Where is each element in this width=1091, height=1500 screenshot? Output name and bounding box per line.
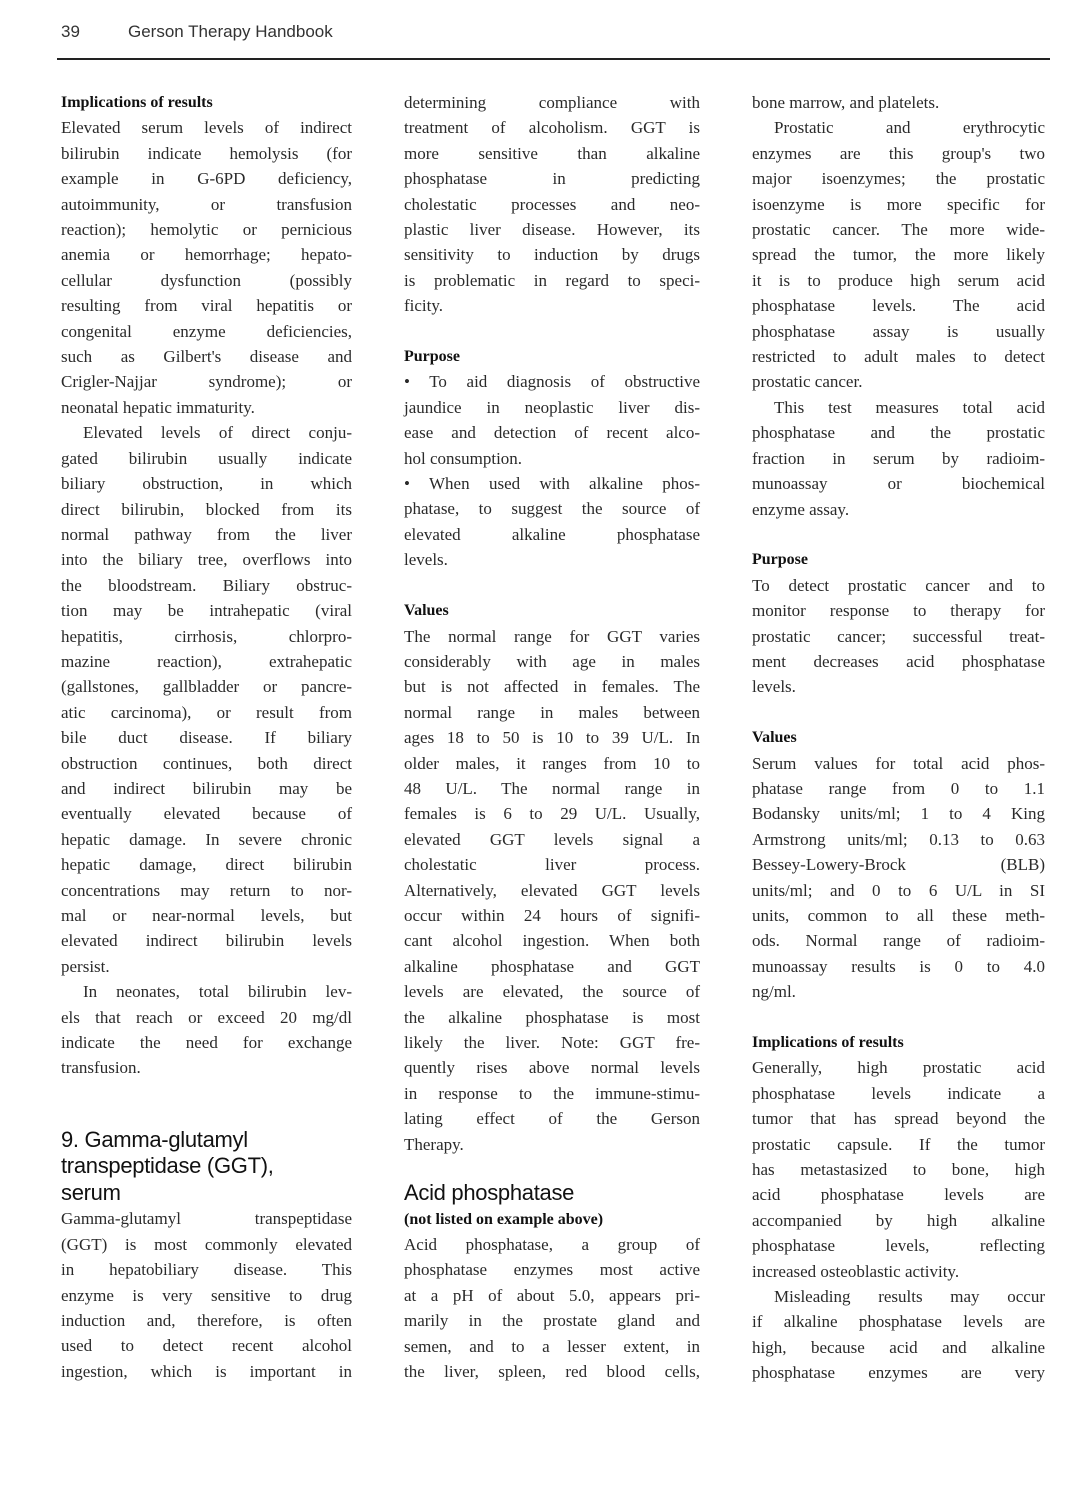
paragraph: [752, 395, 1045, 522]
text-line: such as Gilbert's disease and: [61, 347, 352, 367]
text-line: lating effect of the Gerson: [404, 1109, 700, 1129]
text-line: quently rises above normal levels: [404, 1058, 700, 1078]
section-title: [61, 1127, 352, 1207]
text-line: ods. Normal range of radioim-: [752, 931, 1045, 951]
text-line: levels.: [752, 677, 796, 697]
text-line: older males, it ranges from 10 to: [404, 753, 700, 773]
text-line: into the biliary tree, overflows into: [61, 550, 352, 570]
text-line: induction and, therefore, is often: [61, 1310, 352, 1330]
text-line: likely the liver. Note: GGT fre-: [404, 1033, 700, 1052]
text-line: the alkaline phosphatase is most: [404, 1007, 700, 1027]
text-line: isoenzyme is more specific for: [752, 194, 1045, 214]
paragraph: [752, 1284, 1045, 1386]
text-line: Therapy.: [404, 1134, 464, 1154]
text-line: normal range in males between: [404, 702, 700, 722]
text-line: reaction); hemolytic or pernicious: [61, 220, 352, 240]
text-line: munoassay or biochemical: [752, 474, 1045, 494]
text-line: Acid phosphatase, a group of: [404, 1234, 700, 1254]
text-line: Purpose: [404, 348, 460, 366]
text-line: fraction in serum by radioim-: [752, 448, 1045, 468]
text-line: hepatic damage, direct bilirubin: [61, 855, 352, 875]
text-line: bilirubin indicate hemolysis (for: [61, 143, 352, 163]
text-line: neonatal hepatic immaturity.: [61, 397, 255, 417]
text-line: phosphatase enzymes are very: [752, 1363, 1045, 1383]
text-line: direct bilirubin, blocked from its: [61, 499, 352, 519]
text-line: elevated indirect bilirubin levels: [61, 931, 352, 951]
text-line: Values: [752, 729, 797, 747]
text-line: Armstrong units/ml; 0.13 to 0.63: [752, 829, 1045, 849]
text-line: Elevated levels of direct conju-: [83, 423, 352, 443]
text-line: at a pH of about 5.0, appears pri-: [404, 1285, 700, 1305]
text-line: cellular dysfunction (possibly: [61, 270, 352, 290]
text-line: • When used with alkaline phos-: [404, 474, 700, 494]
text-line: normal pathway from the liver: [61, 524, 352, 544]
text-line: Purpose: [752, 551, 808, 569]
text-line: marily in the prostate gland and: [404, 1311, 700, 1331]
text-line: alkaline phosphatase and GGT: [404, 956, 700, 976]
text-line: concentrations may return to nor-: [61, 880, 352, 900]
section-subheading: [752, 725, 1045, 750]
text-line: eventually elevated because of: [61, 804, 352, 824]
text-line: Implications of results: [61, 94, 213, 111]
text-line: transfusion.: [61, 1058, 141, 1078]
text-line: cholestatic liver process.: [404, 855, 700, 875]
text-line: levels are elevated, the source of: [404, 982, 700, 1002]
text-line: serum: [61, 1179, 121, 1205]
text-line: tion may be intrahepatic (viral: [61, 601, 352, 621]
text-line: the bloodstream. Biliary obstruc-: [61, 575, 352, 595]
text-column-middle: [404, 90, 700, 1384]
text-line: tumor that has spread beyond the: [752, 1109, 1045, 1129]
text-line: phatase range from 0 to 1.1: [752, 778, 1045, 798]
text-line: mal or near-normal levels, but: [61, 906, 352, 925]
text-line: sensitivity to induction by drugs: [404, 245, 700, 265]
text-line: hol consumption.: [404, 448, 523, 468]
paragraph: [61, 979, 352, 1081]
text-line: Gamma-glutamyl transpeptidase: [61, 1209, 352, 1229]
paragraph: [752, 1055, 1045, 1284]
text-line: enzymes are this group's two: [752, 143, 1045, 163]
section-subheading: [752, 547, 1045, 572]
text-line: the liver, spleen, red blood cells,: [404, 1361, 700, 1381]
text-line: prostatic cancer.: [752, 372, 863, 392]
text-line: major isoenzymes; the prostatic: [752, 169, 1045, 189]
text-line: accompanied by high alkaline: [752, 1210, 1045, 1230]
text-line: The normal range for GGT varies: [404, 626, 700, 646]
text-line: treatment of alcoholism. GGT is: [404, 118, 700, 138]
text-line: if alkaline phosphatase levels are: [752, 1312, 1045, 1332]
text-line: phosphatase levels. The acid: [752, 296, 1045, 316]
text-line: ages 18 to 50 is 10 to 39 U/L. In: [404, 728, 700, 748]
text-line: in response to the immune-stimu-: [404, 1083, 700, 1103]
text-line: Generally, high prostatic acid: [752, 1058, 1045, 1078]
text-line: has metastasized to bone, high: [752, 1160, 1045, 1180]
paragraph: [404, 1232, 700, 1384]
text-line: prostatic cancer. The more wide-: [752, 220, 1045, 240]
text-line: To detect prostatic cancer and to: [752, 575, 1045, 595]
text-line: In neonates, total bilirubin lev-: [83, 982, 352, 1002]
text-line: females is 6 to 29 U/L. Usually,: [404, 804, 700, 824]
text-line: more sensitive than alkaline: [404, 143, 700, 163]
text-line: atic carcinoma), or result from: [61, 702, 352, 722]
text-line: monitor response to therapy for: [752, 601, 1045, 621]
text-line: Crigler-Najjar syndrome); or: [61, 372, 352, 392]
paragraph: [752, 115, 1045, 394]
text-line: ment decreases acid phosphatase: [752, 651, 1045, 671]
text-line: in hepatobiliary disease. This: [61, 1260, 352, 1280]
text-line: (not listed on example above): [404, 1210, 604, 1228]
text-line: Bessey-Lowery-Brock (BLB): [752, 855, 1045, 875]
text-line: used to detect recent alcohol: [61, 1336, 352, 1356]
section-subheading: [61, 90, 352, 115]
text-line: phatase, to suggest the source of: [404, 499, 700, 519]
text-line: bone marrow, and platelets.: [752, 93, 940, 112]
paragraph: [752, 751, 1045, 1005]
text-line: (GGT) is most commonly elevated: [61, 1234, 352, 1254]
paragraph: [404, 471, 700, 573]
text-line: hepatic damage. In severe chronic: [61, 829, 352, 849]
text-line: anemia or hemorrhage; hepato-: [61, 245, 352, 265]
text-line: prostatic cancer; successful treat-: [752, 626, 1045, 646]
text-line: and indirect bilirubin may be: [61, 778, 352, 798]
text-line: it is to produce high serum acid: [752, 270, 1045, 290]
text-line: Values: [404, 602, 449, 620]
text-line: obstruction continues, both direct: [61, 753, 352, 773]
text-column-left: [61, 90, 352, 1384]
text-line: Misleading results may occur: [774, 1287, 1045, 1307]
text-line: Implications of results: [752, 1033, 904, 1051]
page-number: 39: [61, 22, 80, 41]
section-title: [404, 1180, 700, 1207]
text-line: enzyme is very sensitive to drug: [61, 1285, 352, 1305]
paragraph: [404, 624, 700, 1158]
header-rule: [57, 58, 1050, 60]
text-line: determining compliance with: [404, 93, 700, 112]
text-line: cholestatic processes and neo-: [404, 194, 700, 214]
section-subheading: [752, 1030, 1045, 1055]
text-line: high, because acid and alkaline: [752, 1337, 1045, 1357]
paragraph: [752, 573, 1045, 700]
text-line: Elevated serum levels of indirect: [61, 118, 352, 138]
text-line: 9. Gamma-glutamyl: [61, 1126, 248, 1152]
text-line: phosphatase and the prostatic: [752, 423, 1045, 443]
text-line: munoassay results is 0 to 4.0: [752, 956, 1045, 976]
text-line: hepatitis, cirrhosis, chlorpro-: [61, 626, 352, 646]
text-line: restricted to adult males to detect: [752, 347, 1045, 367]
text-line: gated bilirubin usually indicate: [61, 448, 352, 468]
text-line: units, common to all these meth-: [752, 905, 1045, 925]
text-line: biliary obstruction, in which: [61, 474, 352, 494]
text-line: increased osteoblastic activity.: [752, 1261, 960, 1281]
text-line: autoimmunity, or transfusion: [61, 194, 352, 214]
text-line: resulting from viral hepatitis or: [61, 296, 352, 316]
text-line: units/ml; and 0 to 6 U/L in SI: [752, 880, 1045, 900]
text-line: bile duct disease. If biliary: [61, 728, 352, 748]
text-line: is problematic in regard to speci-: [404, 270, 700, 290]
section-subheading: [404, 344, 700, 369]
text-line: prostatic capsule. If the tumor: [752, 1134, 1045, 1154]
text-column-right: [752, 90, 1045, 1386]
text-line: Bodansky units/ml; 1 to 4 King: [752, 804, 1045, 824]
text-line: ease and detection of recent alco-: [404, 423, 700, 443]
paragraph: [61, 1206, 352, 1384]
text-line: example in G-6PD deficiency,: [61, 169, 352, 189]
paragraph: [404, 369, 700, 471]
text-line: Acid phosphatase: [404, 1180, 575, 1206]
text-line: congenital enzyme deficiencies,: [61, 321, 352, 341]
text-line: levels.: [404, 550, 448, 570]
text-line: Alternatively, elevated GGT levels: [404, 880, 700, 900]
text-line: ingestion, which is important in: [61, 1361, 352, 1381]
paragraph: [752, 90, 1045, 115]
text-line: ficity.: [404, 296, 444, 316]
section-note: [404, 1207, 700, 1232]
text-line: occur within 24 hours of signifi-: [404, 905, 700, 925]
paragraph: [61, 115, 352, 420]
text-line: cant alcohol ingestion. When both: [404, 931, 700, 951]
text-line: phosphatase enzymes most active: [404, 1260, 700, 1280]
text-line: plastic liver disease. However, its: [404, 220, 700, 240]
text-line: spread the tumor, the more likely: [752, 245, 1045, 265]
paragraph: [404, 90, 700, 319]
text-line: considerably with age in males: [404, 651, 700, 671]
text-line: jaundice in neoplastic liver dis-: [404, 397, 700, 417]
text-line: but is not affected in females. The: [404, 677, 700, 697]
paragraph: [61, 420, 352, 979]
text-line: els that reach or exceed 20 mg/dl: [61, 1007, 352, 1027]
text-line: phosphatase in predicting: [404, 169, 700, 189]
running-header-title: Gerson Therapy Handbook: [128, 22, 333, 41]
text-line: • To aid diagnosis of obstructive: [404, 372, 700, 392]
text-line: elevated GGT levels signal a: [404, 829, 700, 849]
text-line: ng/ml.: [752, 982, 796, 1002]
text-line: phosphatase assay is usually: [752, 321, 1045, 341]
text-line: phosphatase levels indicate a: [752, 1083, 1045, 1103]
text-line: Prostatic and erythrocytic: [774, 118, 1045, 138]
text-line: transpeptidase (GGT),: [61, 1153, 274, 1179]
text-line: enzyme assay.: [752, 499, 850, 519]
text-line: (gallstones, gallbladder or pancre-: [61, 677, 352, 697]
section-subheading: [404, 598, 700, 623]
text-line: persist.: [61, 956, 110, 976]
text-line: Serum values for total acid phos-: [752, 753, 1045, 773]
text-line: acid phosphatase levels are: [752, 1185, 1045, 1205]
text-line: semen, and to a lesser extent, in: [404, 1336, 700, 1356]
text-line: mazine reaction), extrahepatic: [61, 651, 352, 671]
text-line: elevated alkaline phosphatase: [404, 524, 700, 544]
text-line: phosphatase levels, reflecting: [752, 1236, 1045, 1256]
text-line: This test measures total acid: [774, 397, 1045, 417]
text-line: 48 U/L. The normal range in: [404, 778, 700, 798]
text-line: indicate the need for exchange: [61, 1033, 352, 1053]
